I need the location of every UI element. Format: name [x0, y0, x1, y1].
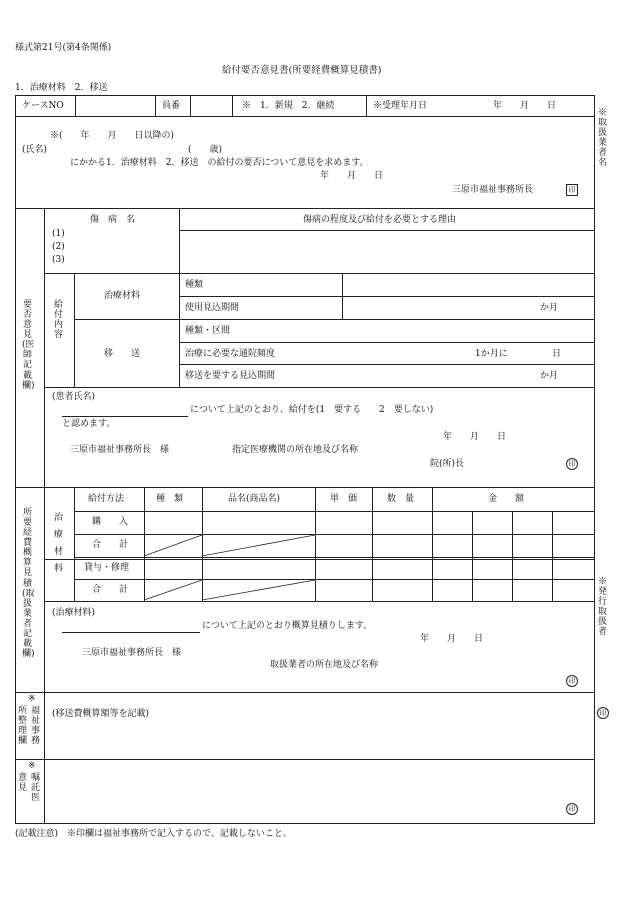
- estimate-material-side: 治療材料: [53, 513, 63, 575]
- consult-label-b: 嘱託医: [30, 773, 40, 804]
- form-subtitle: 1．治療材料 2．移送: [15, 83, 108, 93]
- estimate-office: 三原市福祉事務所長 様: [82, 648, 182, 658]
- period-label: 使用見込期間: [185, 303, 240, 313]
- vendor-label: 取扱業者の所在地及び名称: [270, 660, 379, 670]
- institution-label: 指定医療機関の所在地及び名称: [232, 445, 359, 455]
- col-price: 単 価: [330, 494, 358, 504]
- request-office: 三原市福祉事務所長: [452, 185, 534, 195]
- col-kind: 種 類: [156, 494, 184, 504]
- col-amount: 金 額: [488, 494, 525, 504]
- form-title: 給付要否意見書(所要経費概算見積書): [222, 65, 382, 76]
- request-body: にかかる1．治療材料 2．移送 の給付の要否について意見を求めます。: [70, 158, 369, 168]
- age-label: ( 歳): [188, 145, 223, 155]
- consult-seal-stamp: 印: [566, 803, 578, 815]
- per-month: 1か月に: [475, 349, 508, 359]
- office-seal-stamp: 印: [566, 184, 578, 196]
- disease-3: (3): [52, 255, 65, 265]
- estimate-text: について上記のとおり概算見積りします。: [202, 621, 373, 631]
- doctor-office: 三原市福祉事務所長 様: [70, 445, 170, 455]
- form-number: 様式第21号(第4条関係): [15, 43, 112, 53]
- content-side-label: 給付内容: [53, 300, 63, 341]
- months-2: か月: [540, 371, 559, 381]
- consult-mark: ※: [28, 761, 36, 771]
- office-section-label-b: 福祉事務: [30, 706, 40, 747]
- name-label: (氏名): [22, 145, 48, 155]
- handler-name-label: ※取扱業者名: [597, 108, 607, 169]
- office-section-text: (移送費概算額等を記載): [52, 709, 150, 719]
- received-date-label: ※受理年月日: [373, 101, 428, 111]
- doctor-section-label: 要否意見(医師記載欄): [22, 300, 35, 391]
- consult-label-a: 意見: [17, 773, 27, 794]
- office-section-label-a: 所整理欄: [17, 706, 27, 747]
- new-continue-label: ※ 1．新規 2．継続: [242, 101, 335, 111]
- recognize-text: について上記のとおり、給付を(1 要する 2 要しない): [190, 405, 434, 415]
- received-date: 年 月 日: [493, 101, 557, 111]
- estimate-material-label: (治療材料): [52, 608, 96, 618]
- footer-note: (記載注意) ※印欄は福祉事務所で記入するので、記載しないこと。: [15, 829, 292, 839]
- disease-header: 傷 病 名: [90, 215, 136, 225]
- months-1: か月: [540, 303, 559, 313]
- col-item: 品名(商品名): [228, 494, 281, 504]
- trans-period-label: 移送を要する見込期間: [185, 371, 276, 381]
- estimate-date: 年 月 日: [420, 634, 484, 644]
- member-no-label: 員番: [162, 101, 181, 111]
- doctor-date: 年 月 日: [443, 432, 507, 442]
- total-1-label: 合 計: [92, 540, 129, 550]
- case-no-label: ケースNO: [22, 101, 64, 111]
- rental-label: 貸与・修理: [84, 563, 130, 573]
- issuer-seal-stamp: 印: [597, 707, 609, 719]
- transport-label: 移 送: [104, 349, 141, 359]
- office-section-mark: ※: [28, 694, 36, 704]
- doctor-seal-stamp: 印: [566, 458, 578, 470]
- estimate-section-label: 所要経費概算見積(取扱業者記載欄): [22, 508, 35, 660]
- purchase-label: 購 入: [92, 517, 129, 527]
- disease-2: (2): [52, 242, 65, 252]
- kind-label: 種類: [185, 280, 204, 290]
- patient-label: (患者氏名): [52, 392, 96, 402]
- vendor-seal-stamp: 印: [566, 675, 578, 687]
- request-date: 年 月 日: [320, 171, 384, 181]
- issuer-label: ※発行取扱者: [597, 577, 607, 638]
- times-unit: 日: [552, 349, 562, 359]
- frequency-label: 治療に必要な通院頻度: [185, 349, 276, 359]
- director-label: 院(所)長: [430, 459, 465, 469]
- since-date: ※( 年 月 日以降の): [50, 131, 175, 141]
- material-label: 治療材料: [104, 291, 141, 301]
- kind-section-label: 種類・区間: [185, 326, 231, 336]
- reason-header: 傷病の程度及び給付を必要とする理由: [303, 215, 457, 225]
- col-method: 給付方法: [88, 494, 125, 504]
- recognize-end: と認めます。: [62, 419, 116, 429]
- col-qty: 数 量: [387, 494, 415, 504]
- disease-1: (1): [52, 229, 65, 239]
- total-2-label: 合 計: [92, 585, 129, 595]
